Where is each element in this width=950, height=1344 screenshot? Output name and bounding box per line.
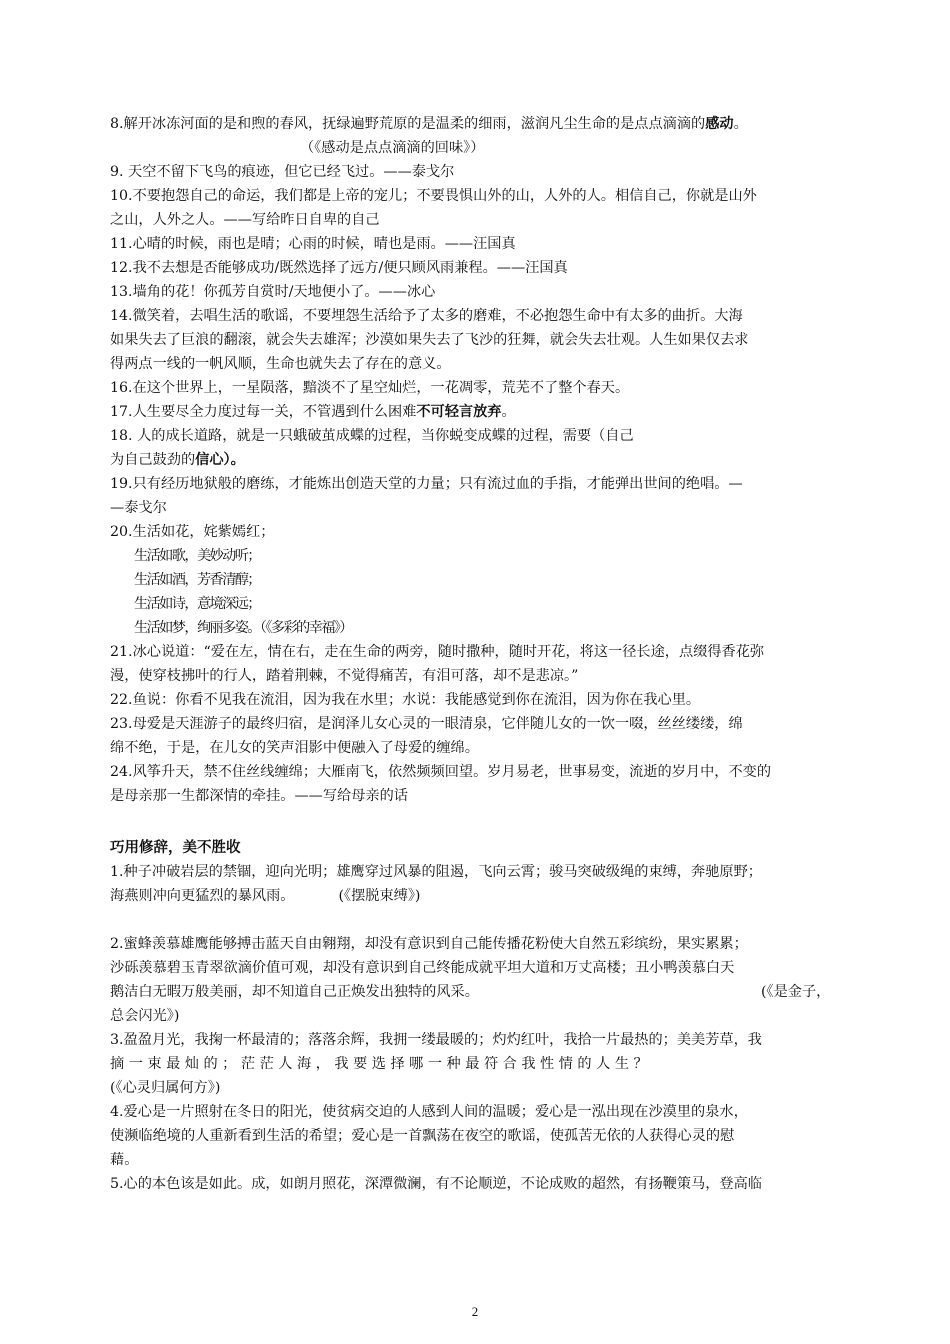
section-heading-rhetoric: 巧用修辞，美不胜收 (110, 839, 241, 856)
quote-8-source: （《感动是点点滴滴的回味》） (300, 140, 485, 156)
quote-10-line-2: 之山，人外之人。——写给昨日自卑的自己 (110, 212, 380, 228)
quote-18-line-1: 18. 人的成长道路，就是一只蛾破茧成蝶的过程，当你蜕变成蝶的过程，需要（自己 (110, 428, 634, 444)
quote-20-line-4: 生活如诗，意境深远； (134, 596, 260, 612)
quote-21-line-1: 21.冰心说道：“爱在左，情在右，走在生命的两旁，随时撒种，随时开花，将这一径长途，点缀得香花弥 (110, 644, 765, 660)
rhetoric-5-line-1: 5.心的本色该是如此。成，如朗月照花，深潭微澜，有不论顺逆，不论成败的超然，有扬鞭策马，登高临 (110, 1176, 762, 1192)
quote-19-line-2: —泰戈尔 (110, 500, 167, 516)
quote-10-line-1: 10.不要抱怨自己的命运，我们都是上帝的宠儿；不要畏惧山外的山，人外的人。相信自己，你就是山外 (110, 188, 757, 204)
quote-14-line-1: 14.微笑着，去唱生活的歌谣，不要埋怨生活给予了太多的磨难，不必抱怨生命中有太多的曲折。大海 (110, 308, 743, 324)
quote-13: 13.墙角的花！你孤芳自赏时/天地便小了。——冰心 (110, 284, 436, 300)
quote-8-line-1: 8.解开冰冻河面的是和煦的春风，抚绿遍野荒原的是温柔的细雨，滋润凡尘生命的是点点滴滴的感动。 (110, 116, 748, 132)
quote-20-line-5: 生活如梦，绚丽多姿。（《多彩的幸福》） (134, 620, 352, 636)
quote-18-line-2: 为自己鼓劲的信心）。 (110, 452, 245, 468)
rhetoric-4-line-2: 使濒临绝境的人重新看到生活的希望；爱心是一首飘荡在夜空的歌谣，使孤苦无依的人获得心灵的慰 (110, 1128, 735, 1144)
quote-20-line-3: 生活如酒，芳香清醇； (134, 572, 260, 588)
quote-23-line-1: 23.母爱是天涯游子的最终归宿，是润泽儿女心灵的一眼清泉，它伴随儿女的一饮一啜，丝丝缕缕，绵 (110, 716, 743, 732)
rhetoric-3-line-1: 3.盈盈月光，我掬一杯最清的；落落余辉，我拥一缕最暖的；灼灼红叶，我拾一片最热的；美美芳草，我 (110, 1032, 762, 1048)
rhetoric-3-line-2: 摘 一 束 最 灿 的 ； 茫 茫 人 海 ， 我 要 选 择 哪 一 种 最 符 合 我 性 情 的 人 生 ？ (110, 1056, 648, 1072)
rhetoric-4-line-1: 4.爱心是一片照射在冬日的阳光，使贫病交迫的人感到人间的温暖；爱心是一泓出现在沙漠里的泉水， (110, 1104, 748, 1120)
quote-11: 11.心晴的时候，雨也是晴；心雨的时候，晴也是雨。——汪国真 (110, 236, 516, 252)
rhetoric-2-line-4: 总会闪光》) (110, 1008, 180, 1024)
quote-9: 9. 天空不留下飞鸟的痕迹，但它已经飞过。——泰戈尔 (110, 164, 455, 180)
rhetoric-3-line-3: (《心灵归属何方》) (110, 1080, 221, 1096)
quote-23-line-2: 绵不绝，于是，在儿女的笑声泪影中便融入了母爱的缠绵。 (110, 740, 479, 756)
rhetoric-1-line-1: 1.种子冲破岩层的禁锢，迎向光明；雄鹰穿过风暴的阻遏，飞向云霄；骏马突破级绳的束缚，奔驰原野； (110, 864, 762, 880)
quote-24-line-1: 24.风筝升天，禁不住丝线缠绵；大雁南飞，依然频频回望。岁月易老，世事易变，流逝的岁月中，不变的 (110, 764, 772, 780)
quote-16: 16.在这个世界上，一星陨落，黯淡不了星空灿烂，一花凋零，荒芜不了整个春天。 (110, 380, 630, 396)
quote-14-line-3: 得两点一线的一帆风顺，生命也就失去了存在的意义。 (110, 356, 451, 372)
page-number: 2 (471, 1304, 479, 1319)
rhetoric-1-line-2: 海燕则冲向更猛烈的暴风雨。 (《摆脱束缚》) (110, 888, 421, 904)
quote-12: 12.我不去想是否能够成功/既然选择了远方/便只顾风雨兼程。——汪国真 (110, 260, 568, 276)
rhetoric-2-source: (《是金子， (761, 984, 831, 1000)
quote-24-line-2: 是母亲那一生都深情的牵挂。——写给母亲的话 (110, 788, 408, 804)
quote-19-line-1: 19.只有经历地狱般的磨练，才能炼出创造天堂的力量；只有流过血的手指，才能弹出世间的绝唱。— (110, 476, 743, 492)
quote-20-line-2: 生活如歌，美妙动听； (134, 548, 260, 564)
rhetoric-2-line-3: 鹅洁白无暇万般美丽，却不知道自己正焕发出独特的风采。 (《是金子， (110, 980, 845, 1004)
quote-14-line-2: 如果失去了巨浪的翻滚，就会失去雄浑；沙漠如果失去了飞沙的狂舞，就会失去壮观。人生如果仅去求 (110, 332, 749, 348)
rhetoric-2-line-1: 2.蜜蜂羡慕雄鹰能够搏击蓝天自由翱翔，却没有意识到自己能传播花粉使大自然五彩缤纷，果实累累； (110, 936, 748, 952)
quote-17: 17.人生要尽全力度过每一关，不管遇到什么困难不可轻言放弃。 (110, 404, 516, 420)
rhetoric-2-line-2: 沙砾羡慕碧玉青翠欲滴价值可观，却没有意识到自己终能成就平坦大道和万丈高楼；丑小鸭羡慕白天 (110, 960, 735, 976)
bold-word-gandong: 感动 (705, 116, 734, 132)
quote-20-line-1: 20.生活如花，姹紫嫣红； (110, 524, 275, 540)
bold-phrase-never-give-up: 不可轻言放弃 (416, 404, 502, 420)
quote-21-line-2: 漫，使穿枝拂叶的行人，踏着荆棘，不觉得痛苦，有泪可落，却不是悲凉。” (110, 668, 579, 684)
quote-22: 22.鱼说：你看不见我在流泪，因为我在水里；水说：我能感觉到你在流泪，因为你在我心里。 (110, 692, 701, 708)
bold-word-xinxin: 信心 (195, 452, 224, 468)
rhetoric-1-source: (《摆脱束缚》) (338, 888, 421, 904)
rhetoric-4-line-3: 藉。 (110, 1152, 139, 1168)
